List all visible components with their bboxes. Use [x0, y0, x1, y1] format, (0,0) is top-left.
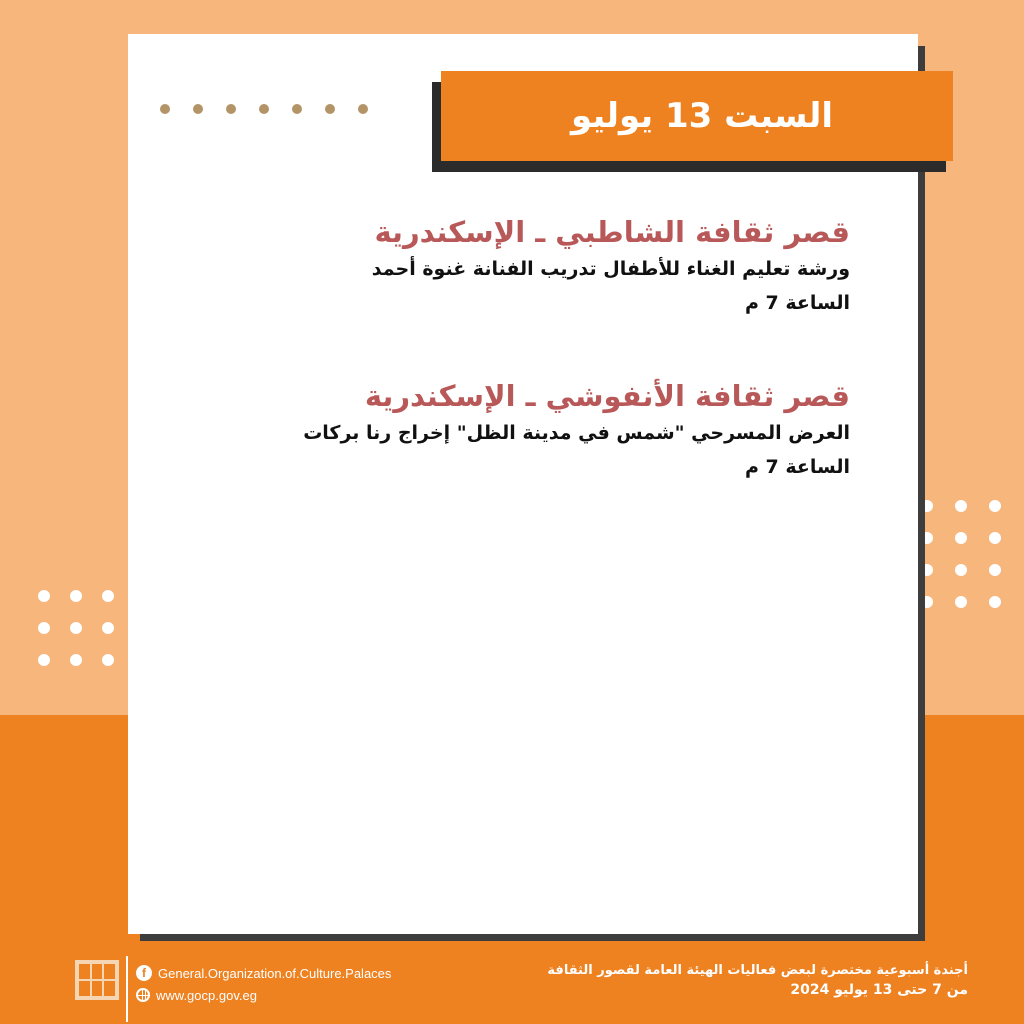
footer-contacts: [136, 962, 391, 1006]
event-description: ورشة تعليم الغناء للأطفال تدريب الفنانة غنوة أحمد: [371, 258, 850, 280]
facebook-icon: f: [136, 965, 152, 981]
event-description: العرض المسرحي "شمس في مدينة الظل" إخراج رنا بركات: [303, 422, 850, 444]
event-item: [372, 212, 850, 320]
website-link[interactable]: [136, 984, 391, 1006]
event-venue: قصر ثقافة الشاطبي ـ الإسكندرية: [374, 215, 850, 249]
decorative-dots-row: [160, 104, 368, 114]
date-banner: [441, 71, 953, 161]
agenda-title: أجندة أسبوعية مختصرة لبعض فعاليات الهيئة العامة لقصور الثقافة: [547, 963, 968, 978]
decorative-dot-grid-right: [921, 500, 1001, 608]
agenda-dates: من 7 حتى 13 يوليو 2024: [790, 982, 968, 998]
decorative-dot-grid-left: [38, 590, 114, 666]
event-venue: قصر ثقافة الأنفوشي ـ الإسكندرية: [364, 379, 850, 413]
date-title: السبت 13 يوليو: [571, 96, 833, 136]
event-time: الساعة 7 م: [744, 456, 850, 478]
facebook-link[interactable]: [136, 962, 391, 984]
agenda-info: [547, 962, 968, 1000]
event-item: [303, 376, 850, 484]
event-time: الساعة 7 م: [744, 292, 850, 314]
gocp-logo: [75, 960, 119, 1000]
globe-icon: [136, 988, 150, 1002]
facebook-text: General.Organization.of.Culture.Palaces: [158, 965, 392, 981]
footer-divider: [126, 956, 128, 1022]
website-text: www.gocp.gov.eg: [156, 987, 257, 1003]
